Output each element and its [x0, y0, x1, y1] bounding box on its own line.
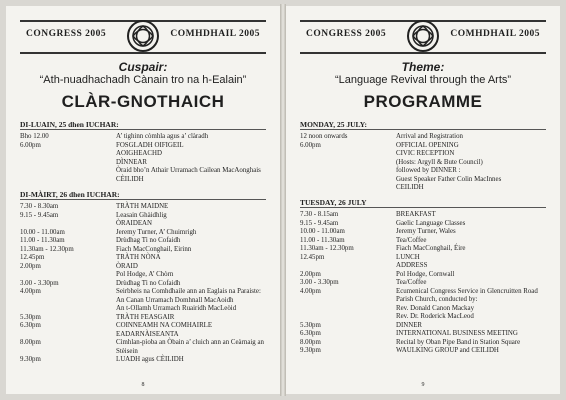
schedule-row [20, 142, 270, 151]
schedule-event: TRÀTH MAIDNE [116, 203, 169, 210]
schedule-row [20, 254, 270, 263]
page-header [20, 20, 266, 54]
schedule-event: Tea/Coffee [396, 279, 427, 286]
schedule-event: An Canan Urramach Domhnall MacAoidh [116, 296, 234, 304]
schedule-event: (Hosts: Argyll & Bute Council) [396, 158, 483, 166]
schedule-row [300, 211, 550, 220]
schedule-event: Tea/Coffee [396, 236, 427, 244]
schedule-time: 12 noon onwards [300, 133, 348, 140]
schedule-list [300, 133, 550, 193]
schedule-list [20, 203, 270, 365]
schedule-row [20, 288, 270, 297]
theme-text: “Ath-nuadhachadh Cànain tro na h-Ealain” [39, 74, 247, 86]
schedule-row [20, 150, 270, 159]
schedule-time: 6.30pm [20, 322, 41, 329]
schedule-row [300, 262, 550, 271]
schedule-event: Drùdhag Tì no Cofaidh [116, 279, 181, 287]
schedule-row [20, 246, 270, 255]
header-left-text: CONGRESS 2005 [306, 29, 387, 39]
schedule-row [300, 150, 550, 159]
schedule-row [300, 271, 550, 280]
schedule-event: Fiach MacConghail, Eirinn [116, 245, 192, 253]
schedule-row [20, 133, 270, 142]
schedule-row [20, 280, 270, 289]
schedule-row [300, 279, 550, 288]
schedule-time: 11.00 - 11.30am [300, 236, 345, 244]
schedule-time: 11.00 - 11.30am [20, 237, 65, 244]
schedule-event: Òraid bho’n Athair Urramach Cailean MacAonghais [116, 167, 261, 174]
schedule-time: 3.00 - 3.30pm [20, 279, 59, 287]
schedule-row [20, 203, 270, 212]
schedule-event: Pol Hodge, Cornwall [396, 270, 455, 278]
page-title: PROGRAMME [363, 92, 483, 111]
schedule-event: Arrival and Registration [396, 133, 463, 140]
schedule-event: Cìmhlan-pìoba an Òbain a’ cluich ann an Ceàrnaig an Stèisein [116, 339, 264, 355]
schedule-row [20, 297, 270, 306]
schedule-row [20, 356, 270, 365]
right-page [286, 6, 560, 394]
schedule-row [300, 305, 550, 314]
schedule-time: 9.15 - 9.45am [20, 211, 59, 219]
schedule-row [20, 314, 270, 323]
schedule-event: CEILIDH [396, 184, 424, 191]
theme-label: Cuspair: [118, 60, 168, 74]
schedule-time: 7.30 - 8.15am [300, 211, 339, 218]
schedule-event: BREAKFAST [396, 211, 436, 218]
schedule-time: 11.30am - 12.30pm [300, 245, 354, 252]
schedule-row [20, 237, 270, 246]
schedule-event: DINNER [396, 321, 423, 329]
theme-label: Theme: [401, 60, 445, 74]
celtic-knot-icon [406, 19, 440, 53]
schedule-time: 2.00pm [300, 270, 321, 278]
schedule-row [300, 176, 550, 185]
schedule-row [20, 176, 270, 185]
schedule-event: Drùdhag Tì no Cofaidh [116, 237, 181, 244]
schedule-row [20, 212, 270, 221]
schedule-event: Ecumenical Congress Service in Glencruitten Road [396, 287, 538, 295]
left-page [6, 6, 280, 394]
schedule-time: 5.30pm [300, 321, 321, 329]
schedule-event: INTERNATIONAL BUSINESS MEETING [396, 330, 518, 337]
schedule-event: ÒRAIDEAN [116, 220, 152, 227]
schedule-event: COINNEAMH NA COMHAIRLE [116, 322, 213, 329]
schedule-time: 6.00pm [20, 141, 41, 149]
schedule-event: WAULKING GROUP and CEILIDH [396, 347, 499, 354]
page-header [300, 20, 546, 54]
schedule-row [300, 159, 550, 168]
schedule-row [300, 133, 550, 142]
schedule-event: ÒRAID [116, 262, 138, 270]
schedule-time: 10.00 - 11.00am [300, 228, 345, 235]
schedule-row [20, 322, 270, 331]
schedule-row [300, 220, 550, 229]
schedule-row [20, 167, 270, 176]
divider [20, 199, 266, 200]
schedule-event: Parish Church, conducted by: [396, 296, 478, 303]
schedule-event: FOSGLADH OIFIGEIL [116, 141, 184, 149]
schedule-time: 4.00pm [20, 288, 41, 295]
schedule-event: Fiach MacConghail, Éire [396, 245, 466, 252]
schedule-time: 2.00pm [20, 262, 41, 270]
schedule-row [20, 263, 270, 272]
schedule-list [20, 133, 270, 184]
schedule-list [300, 211, 550, 356]
schedule-time: 12.45pm [300, 253, 325, 261]
header-right-text: COMHDHAIL 2005 [450, 29, 540, 39]
schedule-row [300, 339, 550, 348]
schedule-event: A’ tighinn còmhla agus a’ clàradh [116, 133, 209, 140]
schedule-row [20, 331, 270, 340]
header-left-text: CONGRESS 2005 [26, 29, 107, 39]
schedule-time: 3.00 - 3.30pm [300, 279, 339, 286]
schedule-row [300, 254, 550, 263]
schedule-event: Guest Speaker Father Colin MacInnes [396, 175, 502, 183]
celtic-knot-icon [126, 19, 160, 53]
schedule-row [20, 220, 270, 229]
schedule-row [300, 313, 550, 322]
schedule-row [20, 271, 270, 280]
schedule-event: CÈILIDH [116, 175, 144, 183]
schedule-time: 7.30 - 8.30am [20, 203, 59, 210]
schedule-event: EADARNÀISEANTA [116, 330, 179, 338]
divider [300, 207, 546, 208]
schedule-event: LUADH agus CÈILIDH [116, 356, 184, 363]
schedule-event: TRÀTH NÒNA [116, 254, 161, 261]
schedule-time: 9.15 - 9.45am [300, 219, 339, 227]
schedule-time: 4.00pm [300, 287, 321, 295]
schedule-event: Jeremy Turner, Wales [396, 228, 456, 235]
schedule-event: TRÀTH FEASGAIR [116, 313, 175, 321]
schedule-time: 9.30pm [20, 356, 41, 363]
schedule-row [20, 339, 270, 356]
schedule-event: Jeremy Turner, A’ Chuimrigh [116, 228, 197, 236]
divider [20, 129, 266, 130]
schedule-event: DÌNNEAR [116, 158, 148, 166]
schedule-event: An t-Ollamh Urramach Ruairidh MacLeòid [116, 305, 237, 312]
schedule-row [20, 159, 270, 168]
theme-text: “Language Revival through the Arts” [334, 74, 512, 86]
schedule-row [300, 347, 550, 356]
schedule-time: Bho 12.00 [20, 133, 49, 140]
schedule-time: 11.30am - 12.30pm [20, 245, 74, 253]
schedule-event: Seirbheis na Comhdhaile ann an Eaglais na Paraiste: [116, 288, 261, 295]
schedule-time: 12.45pm [20, 254, 45, 261]
schedule-row [300, 296, 550, 305]
schedule-row [300, 142, 550, 151]
day-heading: DI-MÀIRT, 26 dhen IUCHAR: [20, 190, 120, 199]
page-number: 9 [421, 382, 425, 388]
schedule-event: LUNCH [396, 253, 420, 261]
schedule-time: 10.00 - 11.00am [20, 228, 65, 236]
schedule-row [300, 228, 550, 237]
schedule-time: 5.30pm [20, 313, 41, 321]
schedule-row [20, 305, 270, 314]
schedule-event: OFFICIAL OPENING [396, 141, 459, 149]
day-heading: DI-LUAIN, 25 dhen IUCHAR: [20, 120, 119, 129]
schedule-row [300, 245, 550, 254]
day-heading: MONDAY, 25 JULY: [300, 120, 368, 129]
schedule-time: 6.30pm [300, 330, 321, 337]
schedule-time: 9.30pm [300, 347, 321, 354]
schedule-event: Leasain Ghàidhlig [116, 211, 167, 219]
schedule-event: followed by DINNER : [396, 167, 461, 174]
schedule-row [300, 237, 550, 246]
schedule-event: AOIGHEACHD [116, 150, 162, 157]
schedule-event: ADDRESS [396, 262, 428, 269]
schedule-row [20, 229, 270, 238]
schedule-row [300, 184, 550, 193]
page-title: CLÀR-GNOTHAICH [61, 92, 225, 111]
schedule-row [300, 288, 550, 297]
schedule-time: 6.00pm [300, 141, 321, 149]
schedule-event: Recital by Oban Pipe Band in Station Square [396, 338, 521, 346]
schedule-row [300, 167, 550, 176]
page-number: 8 [141, 382, 145, 388]
schedule-row [300, 330, 550, 339]
schedule-time: 8.00pm [20, 339, 41, 346]
schedule-event: Pol Hodge, A’ Chòrn [116, 271, 174, 278]
schedule-time: 8.00pm [300, 338, 321, 346]
schedule-event: Rev. Donald Canon Mackay [396, 304, 475, 312]
divider [300, 129, 546, 130]
header-right-text: COMHDHAIL 2005 [170, 29, 260, 39]
day-heading: TUESDAY, 26 JULY [300, 198, 367, 207]
schedule-event: Gaelic Language Classes [396, 219, 466, 227]
schedule-row [300, 322, 550, 331]
schedule-event: CIVIC RECEPTION [396, 150, 455, 157]
schedule-event: Rev. Dr. Roderick MacLeod [396, 313, 474, 320]
